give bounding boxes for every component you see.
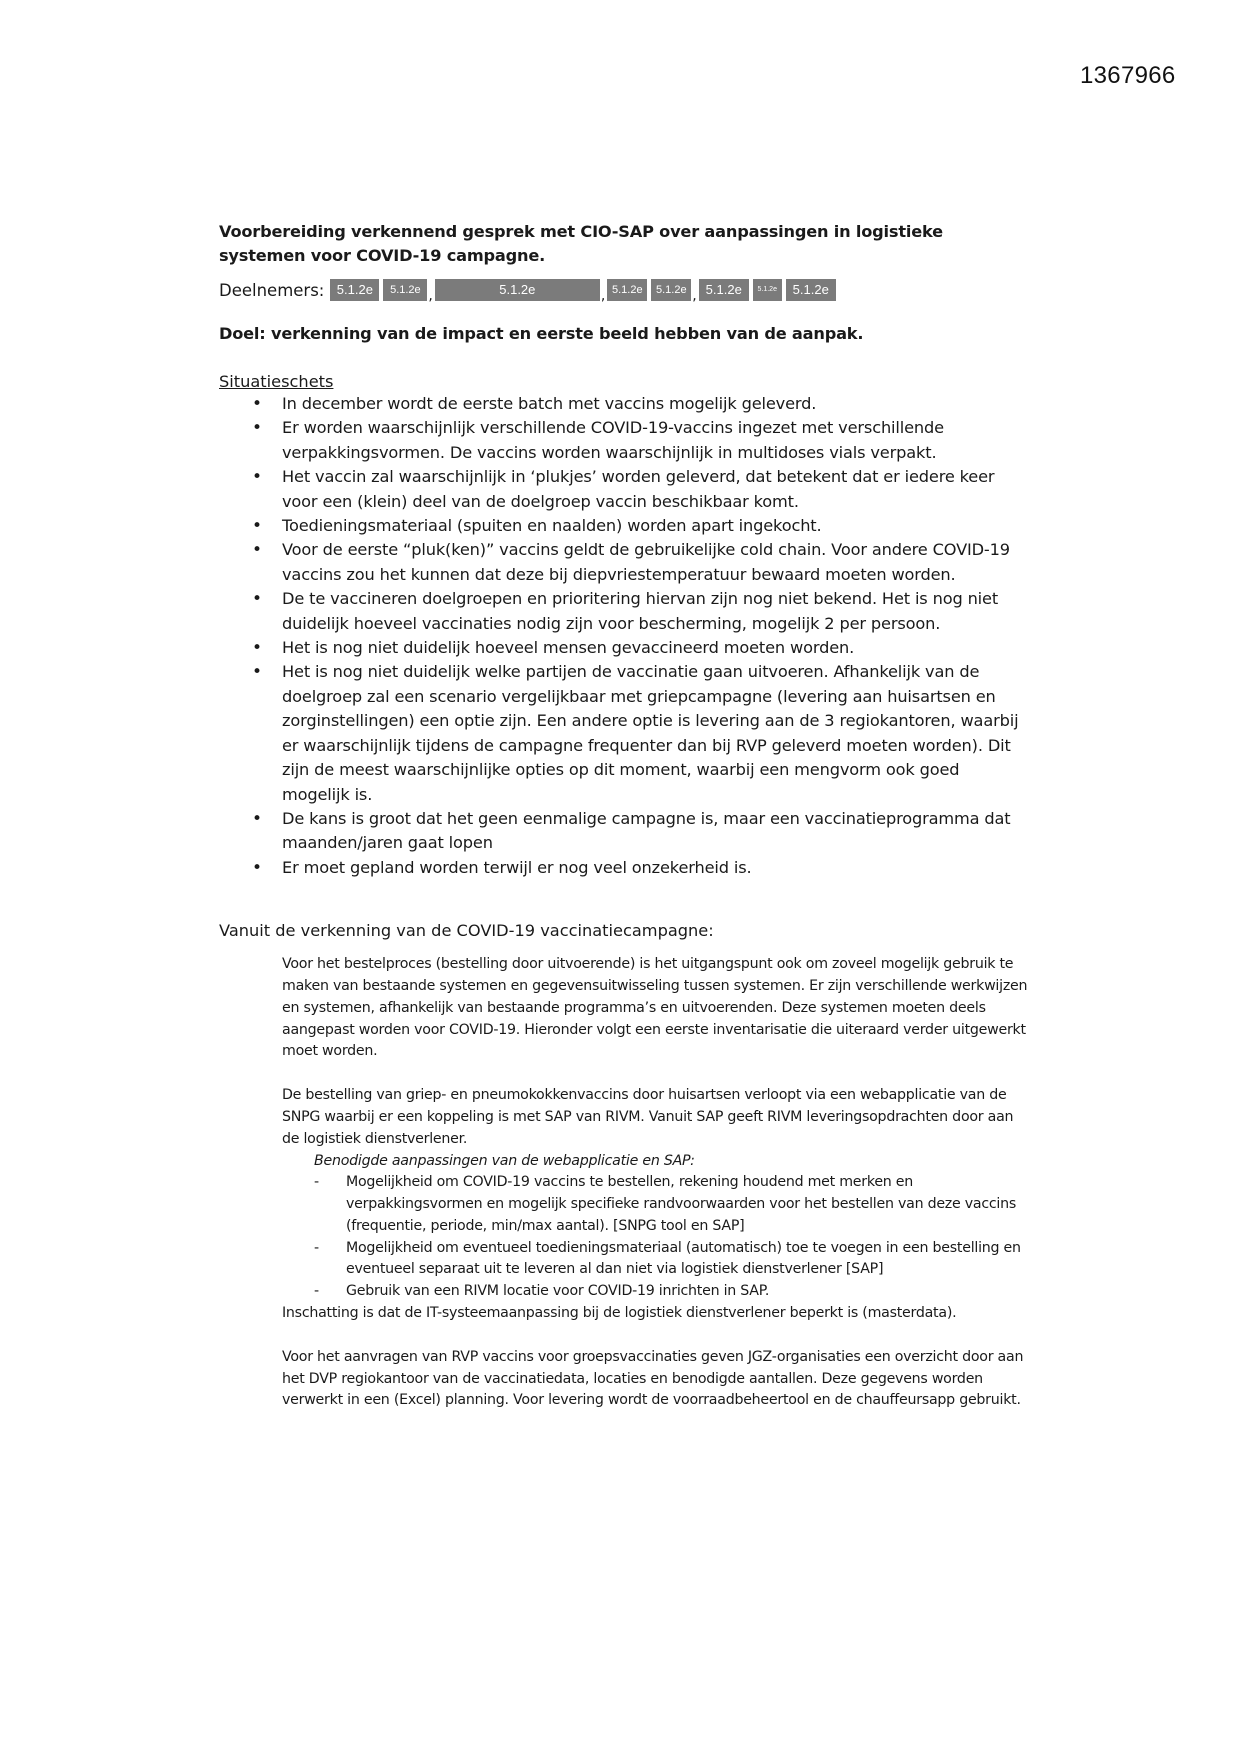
separator: , bbox=[600, 288, 606, 304]
redaction-box: 5.1.2e bbox=[607, 279, 647, 301]
list-item: - Mogelijkheid om eventueel toedieningsmateriaal (automatisch) toe te voegen in een bestelling en eventueel separaat uit te leveren al dan niet via logistiek dienstverlener [SAP] bbox=[346, 1238, 1029, 1282]
paragraph: Voor het bestelproces (bestelling door uitvoerende) is het uitgangspunt ook om zoveel mogelijk gebruik te maken van bestaande systemen en gegevensuitwisseling tussen systemen. Er zijn verschillende werkwijzen en systemen, afhankelijk van bestaande programma’s en uitvoerenden. Deze systemen moeten deels aangepast worden voor COVID-19. Hieronder volgt een eerste inventarisatie die uiteraard verder uitgewerkt moet worden. bbox=[282, 956, 1028, 1060]
list-item: • Het vaccin zal waarschijnlijk in ‘plukjes’ worden geleverd, dat betekent dat er iedere keer voor een (klein) deel van de doelgroep vaccin beschikbaar komt. bbox=[282, 465, 1029, 514]
list-item: - Gebruik van een RIVM locatie voor COVID-19 inrichten in SAP. bbox=[346, 1281, 1029, 1303]
redaction-box: 5.1.2e bbox=[699, 279, 749, 301]
situation-list bbox=[219, 392, 1029, 880]
estimate-paragraph: Inschatting is dat de IT-systeemaanpassing bij de logistiek dienstverlener beperkt is (masterdata). bbox=[282, 1305, 957, 1322]
list-item: • In december wordt de eerste batch met vaccins mogelijk geleverd. bbox=[282, 392, 1029, 416]
goal-statement: Doel: verkenning van de impact en eerste beeld hebben van de aanpak. bbox=[219, 324, 864, 343]
document-title: Voorbereiding verkennend gesprek met CIO-SAP over aanpassingen in logistieke systemen voor COVID-19 campagne. bbox=[219, 222, 943, 265]
list-item: • Er worden waarschijnlijk verschillende COVID-19-vaccins ingezet met verschillende verpakkingsvormen. De vaccins worden waarschijnlijk in multidoses vials verpakt. bbox=[282, 416, 1029, 465]
paragraph-spacer bbox=[282, 1325, 1029, 1347]
list-item: • Er moet gepland worden terwijl er nog veel onzekerheid is. bbox=[282, 856, 1029, 880]
redaction-box: 5.1.2e bbox=[651, 279, 691, 301]
separator: , bbox=[428, 288, 433, 304]
verkenning-heading: Vanuit de verkenning van de COVID-19 vaccinatiecampagne: bbox=[219, 921, 714, 941]
paragraph: Voor het aanvragen van RVP vaccins voor groepsvaccinaties geven JGZ-organisaties een overzicht door aan het DVP regiokantoor van de vaccinatiedata, locaties en benodigde aantallen. Deze gegevens worden verwerkt in een (Excel) planning. Voor levering wordt de voorraadbeheertool en de chauffeursapp gebruikt. bbox=[282, 1348, 1024, 1409]
list-item: • De te vaccineren doelgroepen en prioritering hiervan zijn nog niet bekend. Het is nog niet duidelijk hoeveel vaccinaties nodig zijn voor bescherming, mogelijk 2 per persoon. bbox=[282, 587, 1029, 636]
verkenning-block bbox=[282, 954, 1029, 1412]
redaction-box: 5.1.2e bbox=[330, 279, 379, 301]
participants-label: Deelnemers: bbox=[219, 280, 325, 300]
participants-line bbox=[219, 277, 1029, 303]
redaction-box: 5.1.2e bbox=[435, 279, 600, 301]
situation-heading: Situatieschets bbox=[219, 372, 334, 391]
list-item: • De kans is groot dat het geen eenmalige campagne is, maar een vaccinatieprogramma dat maanden/jaren gaat lopen bbox=[282, 807, 1029, 856]
redaction-box: 5.1.2e bbox=[753, 279, 782, 301]
paragraph: De bestelling van griep- en pneumokokkenvaccins door huisartsen verloopt via een webapplicatie van de SNPG waarbij er een koppeling is met SAP van RIVM. Vanuit SAP geeft RIVM leveringsopdrachten door aan de logistiek dienstverlener. bbox=[282, 1087, 1014, 1147]
adjustments-heading: Benodigde aanpassingen van de webapplicatie en SAP: bbox=[314, 1152, 695, 1169]
document-id: 1367966 bbox=[1080, 62, 1176, 89]
redaction-box: 5.1.2e bbox=[383, 279, 427, 301]
list-item: - Mogelijkheid om COVID-19 vaccins te bestellen, rekening houdend met merken en verpakkingsvormen en mogelijk specifieke randvoorwaarden voor het bestellen van deze vaccins (frequentie, periode, min/max aantal). [SNPG tool en SAP] bbox=[346, 1172, 1029, 1237]
paragraph-spacer bbox=[282, 1063, 1029, 1085]
list-item: • Het is nog niet duidelijk hoeveel mensen gevaccineerd moeten worden. bbox=[282, 636, 1029, 660]
list-item: • Voor de eerste “pluk(ken)” vaccins geldt de gebruikelijke cold chain. Voor andere COVID-19 vaccins zou het kunnen dat deze bij diepvriestemperatuur bewaard moeten worden. bbox=[282, 538, 1029, 587]
redaction-box: 5.1.2e bbox=[786, 279, 836, 301]
separator: , bbox=[692, 288, 697, 304]
list-item: • Toedieningsmateriaal (spuiten en naalden) worden apart ingekocht. bbox=[282, 514, 1029, 538]
document-body bbox=[219, 220, 1029, 1412]
list-item: • Het is nog niet duidelijk welke partijen de vaccinatie gaan uitvoeren. Afhankelijk van de doelgroep zal een scenario vergelijkbaar met griepcampagne (levering aan huisartsen en zorginstellingen) een optie zijn. Een andere optie is levering aan de 3 regiokantoren, waarbij er waarschijnlijk tijdens de campagne frequenter dan bij RVP geleverd moeten worden). Dit zijn de meest waarschijnlijke opties op dit moment, waarbij een mengvorm ook goed mogelijk is. bbox=[282, 660, 1029, 806]
adjustments-list bbox=[282, 1172, 1029, 1303]
